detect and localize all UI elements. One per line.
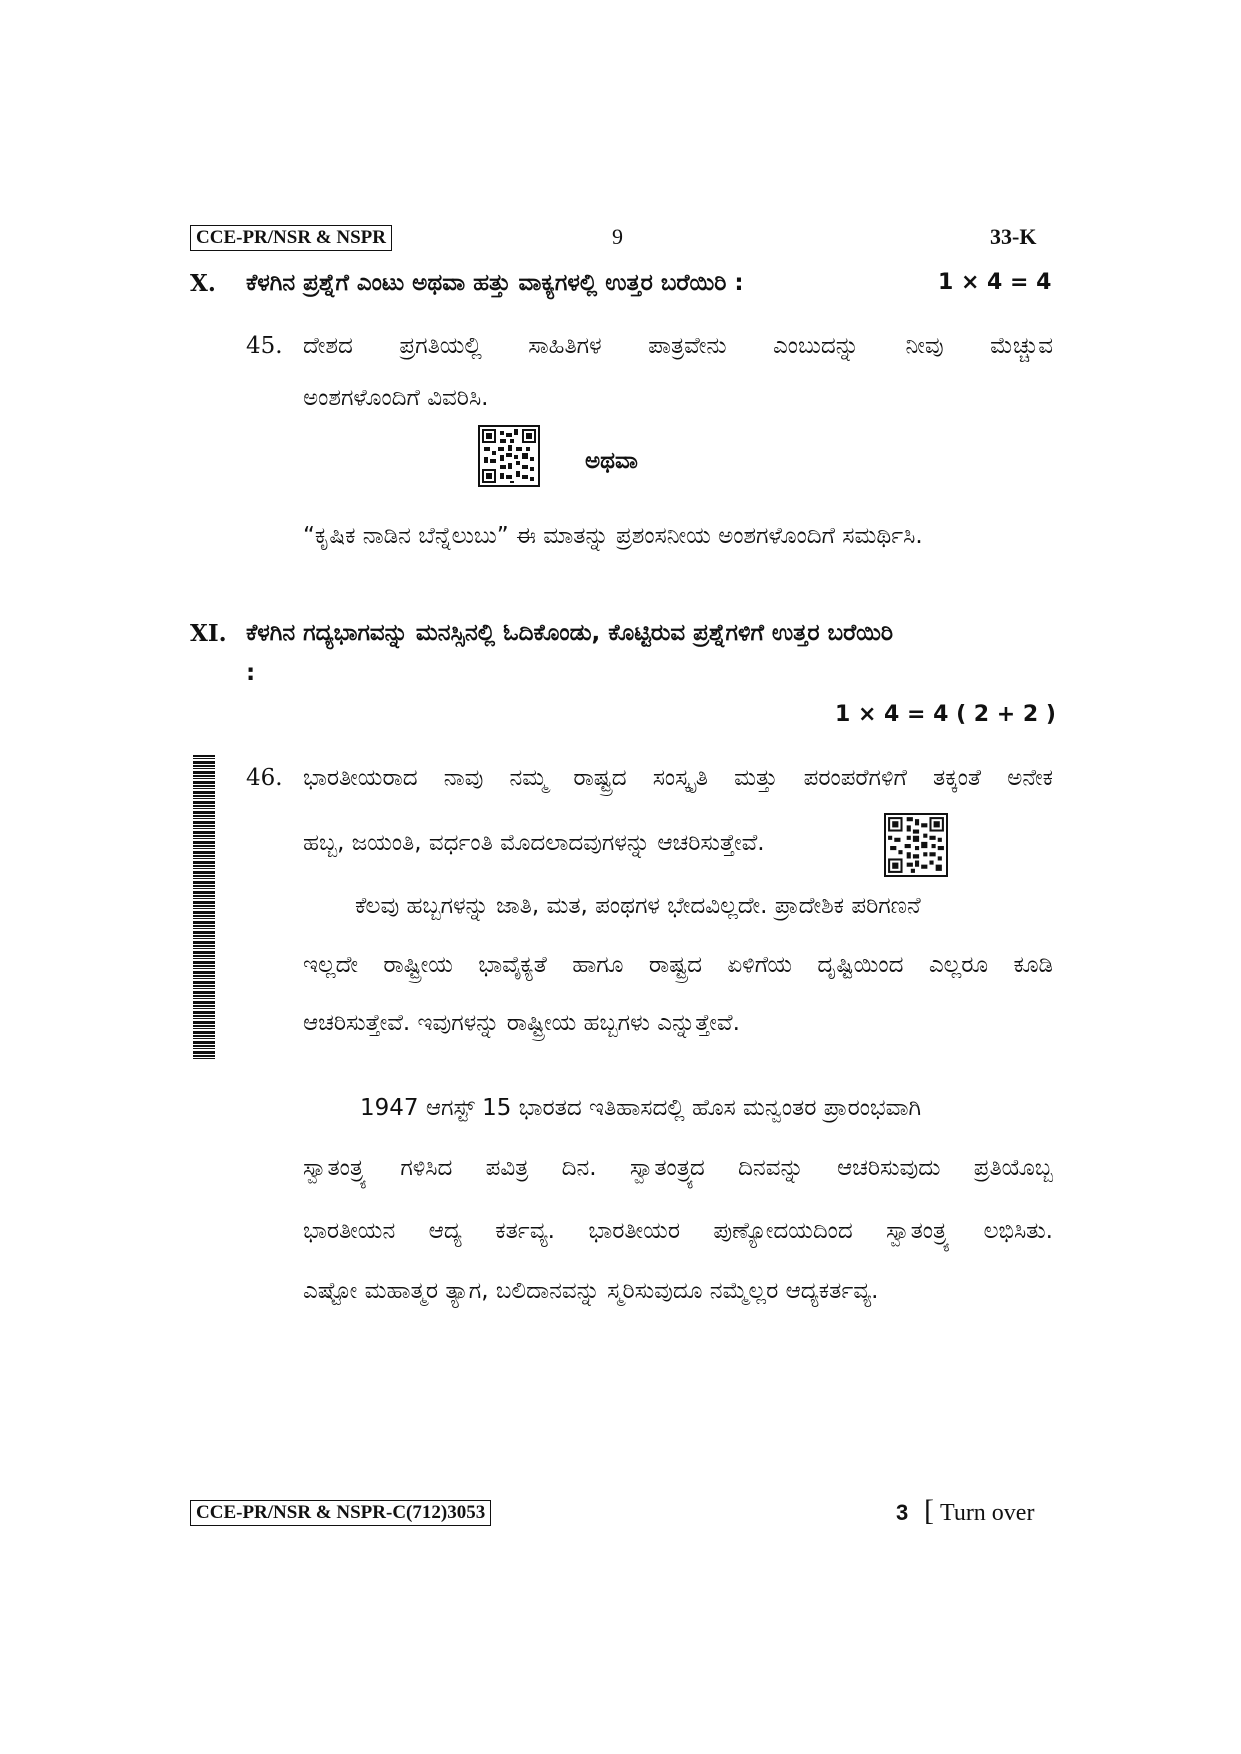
question-45-alternative: “ಕೃಷಿಕ ನಾಡಿನ ಬೆನ್ನೆಲುಬು” ಈ ಮಾತನ್ನು ಪ್ರಶಂಸನೀಯ ಅಂಶಗಳೊಂದಿಗೆ ಸಮರ್ಥಿಸಿ. bbox=[303, 523, 923, 549]
header-code-box: CCE-PR/NSR & NSPR bbox=[190, 225, 392, 251]
barcode-icon bbox=[193, 755, 215, 1060]
sheet-number: 3 bbox=[896, 1500, 909, 1525]
passage-p3-line-1: 1947 ಆಗಸ್ಟ್ 15 ಭಾರತದ ಇತಿಹಾಸದಲ್ಲಿ ಹೊಸ ಮನ್ವಂತರ ಪ್ರಾರಂಭವಾಗಿ bbox=[360, 1095, 922, 1121]
question-46-number: 46. bbox=[246, 765, 283, 791]
question-45-number: 45. bbox=[246, 333, 283, 359]
passage-p3-line-3: ಭಾರತೀಯನ ಆದ್ಯ ಕರ್ತವ್ಯ. ಭಾರತೀಯರ ಪುಣ್ಯೋದಯದಿಂದ ಸ್ವಾತಂತ್ರ್ಯ ಲಭಿಸಿತು. bbox=[303, 1218, 1053, 1244]
section-x-label: X. bbox=[190, 270, 216, 297]
passage-p3-line-4: ಎಷ್ಟೋ ಮಹಾತ್ಮರ ತ್ಯಾಗ, ಬಲಿದಾನವನ್ನು ಸ್ಮರಿಸುವುದೂ ನಮ್ಮೆಲ್ಲರ ಆದ್ಯಕರ್ತವ್ಯ. bbox=[303, 1278, 879, 1304]
passage-p1-line-2: ಹಬ್ಬ, ಜಯಂತಿ, ವರ್ಧಂತಿ ಮೊದಲಾದವುಗಳನ್ನು ಆಚರಿಸುತ್ತೇವೆ. bbox=[303, 830, 765, 856]
passage-p2-line-2: ಇಲ್ಲದೇ ರಾಷ್ಟ್ರೀಯ ಭಾವೈಕ್ಯತೆ ಹಾಗೂ ರಾಷ್ಟ್ರದ ಏಳಿಗೆಯ ದೃಷ್ಟಿಯಿಂದ ಎಲ್ಲರೂ ಕೂಡಿ bbox=[303, 952, 1053, 978]
qr-code-icon bbox=[478, 425, 540, 487]
section-x-instruction: ಕೆಳಗಿನ ಪ್ರಶ್ನೆಗೆ ಎಂಟು ಅಥವಾ ಹತ್ತು ವಾಕ್ಯಗಳಲ್ಲಿ ಉತ್ತರ ಬರೆಯಿರಿ : bbox=[246, 270, 744, 296]
paper-code: 33-K bbox=[990, 224, 1037, 249]
question-45-line-2: ಅಂಶಗಳೊಂದಿಗೆ ವಿವರಿಸಿ. bbox=[303, 385, 489, 411]
turn-over-label: Turn over bbox=[940, 1500, 1035, 1526]
passage-p1-line-1: ಭಾರತೀಯರಾದ ನಾವು ನಮ್ಮ ರಾಷ್ಟ್ರದ ಸಂಸ್ಕೃತಿ ಮತ್ತು ಪರಂಪರೆಗಳಿಗೆ ತಕ್ಕಂತೆ ಅನೇಕ bbox=[303, 765, 1053, 791]
section-x-marks: 1 × 4 = 4 bbox=[938, 270, 1052, 295]
section-xi-label: XI. bbox=[190, 620, 227, 647]
or-label: ಅಥವಾ bbox=[585, 448, 638, 474]
passage-p2-line-3: ಆಚರಿಸುತ್ತೇವೆ. ಇವುಗಳನ್ನು ರಾಷ್ಟ್ರೀಯ ಹಬ್ಬಗಳು ಎನ್ನುತ್ತೇವೆ. bbox=[303, 1010, 740, 1036]
qr-code-icon bbox=[884, 813, 948, 877]
section-xi-instruction-colon: : bbox=[246, 660, 256, 686]
page-number: 9 bbox=[612, 224, 623, 249]
section-xi-marks: 1 × 4 = 4 ( 2 + 2 ) bbox=[835, 702, 1056, 727]
section-xi-instruction: ಕೆಳಗಿನ ಗದ್ಯಭಾಗವನ್ನು ಮನಸ್ಸಿನಲ್ಲಿ ಓದಿಕೊಂಡು, ಕೊಟ್ಟಿರುವ ಪ್ರಶ್ನೆಗಳಿಗೆ ಉತ್ತರ ಬರೆಯಿರಿ bbox=[246, 620, 894, 646]
question-45-line-1: ದೇಶದ ಪ್ರಗತಿಯಲ್ಲಿ ಸಾಹಿತಿಗಳ ಪಾತ್ರವೇನು ಎಂಬುದನ್ನು ನೀವು ಮೆಚ್ಚುವ bbox=[303, 333, 1053, 359]
passage-p3-line-2: ಸ್ವಾತಂತ್ರ್ಯ ಗಳಿಸಿದ ಪವಿತ್ರ ದಿನ. ಸ್ವಾತಂತ್ರ್ಯದ ದಿನವನ್ನು ಆಚರಿಸುವುದು ಪ್ರತಿಯೊಬ್ಬ bbox=[303, 1155, 1053, 1181]
passage-p2-line-1: ಕೆಲವು ಹಬ್ಬಗಳನ್ನು ಜಾತಿ, ಮತ, ಪಂಥಗಳ ಭೇದವಿಲ್ಲದೇ. ಪ್ರಾದೇಶಿಕ ಪರಿಗಣನೆ bbox=[355, 893, 921, 919]
footer-code-box: CCE-PR/NSR & NSPR-C(712)3053 bbox=[190, 1500, 491, 1526]
turn-over-bracket: [ bbox=[924, 1494, 934, 1527]
